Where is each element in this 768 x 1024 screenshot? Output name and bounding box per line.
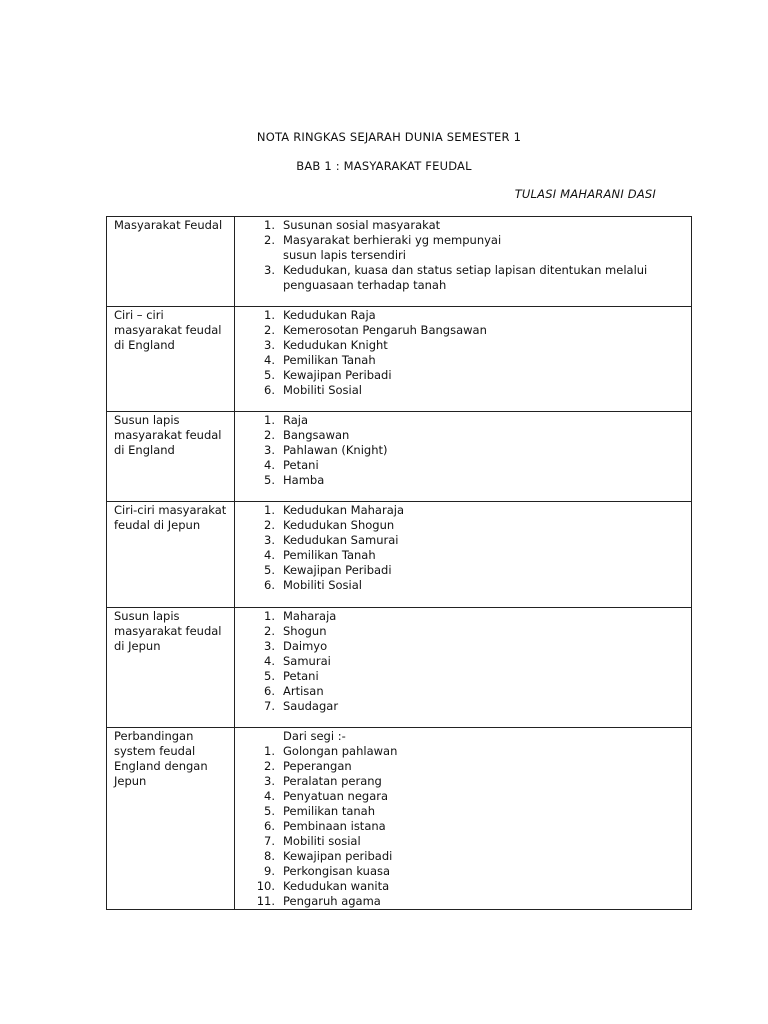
list-item (235, 308, 691, 323)
list-item (235, 383, 691, 398)
row-items (235, 608, 692, 728)
list-text: Kedudukan Knight (283, 338, 388, 352)
list-text: Mobiliti Sosial (283, 578, 362, 592)
list-text: Susunan sosial masyarakat (283, 218, 441, 232)
list-item (235, 879, 691, 894)
list-text: Penyatuan negara (283, 789, 389, 803)
list-number: 2. (264, 759, 275, 773)
list-number: 4. (264, 548, 275, 562)
list-text: Kedudukan Raja (283, 308, 376, 322)
list-number: 6. (264, 684, 275, 698)
table-row (107, 608, 692, 728)
list-item (235, 368, 691, 383)
list-text: Petani (283, 669, 319, 683)
list-item (235, 413, 691, 428)
list-item (235, 789, 691, 804)
list-number: 1. (264, 218, 275, 232)
list-text: Hamba (283, 473, 325, 487)
list-text: Kewajipan peribadi (283, 849, 393, 863)
list-number: 2. (264, 624, 275, 638)
list-number: 1. (264, 308, 275, 322)
list-text: Pengaruh agama (283, 894, 381, 908)
list-text: Pemilikan Tanah (283, 353, 376, 367)
table-row (107, 728, 692, 910)
list-number: 3. (264, 774, 275, 788)
list-number: 1. (264, 744, 275, 758)
list-item (235, 233, 691, 263)
list-text: Peralatan perang (283, 774, 382, 788)
row-items (235, 412, 692, 502)
list-text: Saudagar (283, 699, 339, 713)
list-number: 6. (264, 383, 275, 397)
list-item (235, 804, 691, 819)
list-number: 5. (264, 473, 275, 487)
list-number: 1. (264, 413, 275, 427)
list-item (235, 518, 691, 533)
row-label: Perbandingan system feudal England dengan Jepun (107, 728, 235, 910)
list-number: 11. (256, 894, 275, 908)
author-name: TULASI MAHARANI DASI (514, 187, 656, 201)
row-items (235, 307, 692, 412)
list-text: Kedudukan Maharaja (283, 503, 404, 517)
row-label: Ciri-ciri masyarakat feudal di Jepun (107, 502, 235, 608)
list-item (235, 503, 691, 518)
row-items (235, 502, 692, 608)
list-item (235, 684, 691, 699)
list-item (235, 263, 691, 293)
list-text: Daimyo (283, 639, 328, 653)
list-number: 2. (264, 518, 275, 532)
table-row (107, 307, 692, 412)
table-row (107, 412, 692, 502)
list-text: Pemilikan tanah (283, 804, 376, 818)
list-text: Kedudukan Shogun (283, 518, 395, 532)
list-item (235, 894, 691, 909)
list-number: 4. (264, 654, 275, 668)
list-text: Raja (283, 413, 309, 427)
list-item (235, 473, 691, 488)
list-number: 7. (264, 834, 275, 848)
list-number: 4. (264, 789, 275, 803)
list-item (235, 624, 691, 639)
list-item (235, 533, 691, 548)
list-number: 3. (264, 338, 275, 352)
list-text: Pemilikan Tanah (283, 548, 376, 562)
list-number: 4. (264, 458, 275, 472)
list-item (235, 639, 691, 654)
list-item (235, 443, 691, 458)
list-item (235, 218, 691, 233)
list-number: 1. (264, 609, 275, 623)
list-number: 9. (264, 864, 275, 878)
table-row (107, 217, 692, 307)
list-number: 3. (264, 443, 275, 457)
list-item (235, 819, 691, 834)
row-label: Ciri – ciri masyarakat feudal di England (107, 307, 235, 412)
list-item (235, 864, 691, 879)
list-item (235, 428, 691, 443)
list-number: 5. (264, 563, 275, 577)
list-text: Mobiliti sosial (283, 834, 361, 848)
list-text: Kemerosotan Pengaruh Bangsawan (283, 323, 487, 337)
chapter-title: BAB 1 : MASYARAKAT FEUDAL (296, 159, 472, 173)
list-number: 2. (264, 323, 275, 337)
list-number: 10. (256, 879, 275, 893)
list-text: Artisan (283, 684, 324, 698)
list-text: Maharaja (283, 609, 337, 623)
list-item (235, 338, 691, 353)
list-intro: Dari segi :- (283, 729, 346, 743)
list-number: 2. (264, 233, 275, 247)
list-text: Mobiliti Sosial (283, 383, 362, 397)
list-text: Kedudukan Samurai (283, 533, 399, 547)
list-item (235, 759, 691, 774)
list-item (235, 458, 691, 473)
list-item (235, 563, 691, 578)
list-text: Samurai (283, 654, 331, 668)
list-item (235, 669, 691, 684)
list-text: Masyarakat berhieraki yg mempunyai susun lapis tersendiri (283, 233, 502, 262)
list-number: 5. (264, 804, 275, 818)
list-item (235, 774, 691, 789)
table-row (107, 502, 692, 608)
list-item (235, 578, 691, 593)
list-item (235, 353, 691, 368)
list-number: 7. (264, 699, 275, 713)
list-number: 3. (264, 639, 275, 653)
list-text: Kedudukan wanita (283, 879, 390, 893)
list-number: 3. (264, 533, 275, 547)
list-item (235, 323, 691, 338)
list-text: Pembinaan istana (283, 819, 386, 833)
list-item (235, 548, 691, 563)
document-title: NOTA RINGKAS SEJARAH DUNIA SEMESTER 1 (256, 130, 522, 144)
notes-table (106, 216, 692, 910)
list-number: 6. (264, 819, 275, 833)
list-text: Perkongisan kuasa (283, 864, 391, 878)
list-item (235, 609, 691, 624)
list-number: 6. (264, 578, 275, 592)
list-number: 3. (264, 263, 275, 277)
list-text: Kewajipan Peribadi (283, 368, 392, 382)
list-item (235, 699, 691, 714)
list-number: 5. (264, 368, 275, 382)
list-number: 2. (264, 428, 275, 442)
row-label: Susun lapis masyarakat feudal di Jepun (107, 608, 235, 728)
list-text: Kewajipan Peribadi (283, 563, 392, 577)
list-item (235, 744, 691, 759)
row-items (235, 217, 692, 307)
list-text: Petani (283, 458, 319, 472)
list-item (235, 849, 691, 864)
list-text: Kedudukan, kuasa dan status setiap lapisan ditentukan melalui penguasaan terhadap tanah (283, 263, 648, 292)
row-label: Susun lapis masyarakat feudal di England (107, 412, 235, 502)
list-number: 5. (264, 669, 275, 683)
row-label: Masyarakat Feudal (107, 217, 235, 307)
list-text: Pahlawan (Knight) (283, 443, 388, 457)
list-text: Shogun (283, 624, 327, 638)
list-text: Bangsawan (283, 428, 350, 442)
row-items (235, 728, 692, 910)
list-item (235, 654, 691, 669)
list-item (235, 834, 691, 849)
list-number: 4. (264, 353, 275, 367)
list-number: 1. (264, 503, 275, 517)
list-number: 8. (264, 849, 275, 863)
list-text: Golongan pahlawan (283, 744, 398, 758)
list-text: Peperangan (283, 759, 352, 773)
